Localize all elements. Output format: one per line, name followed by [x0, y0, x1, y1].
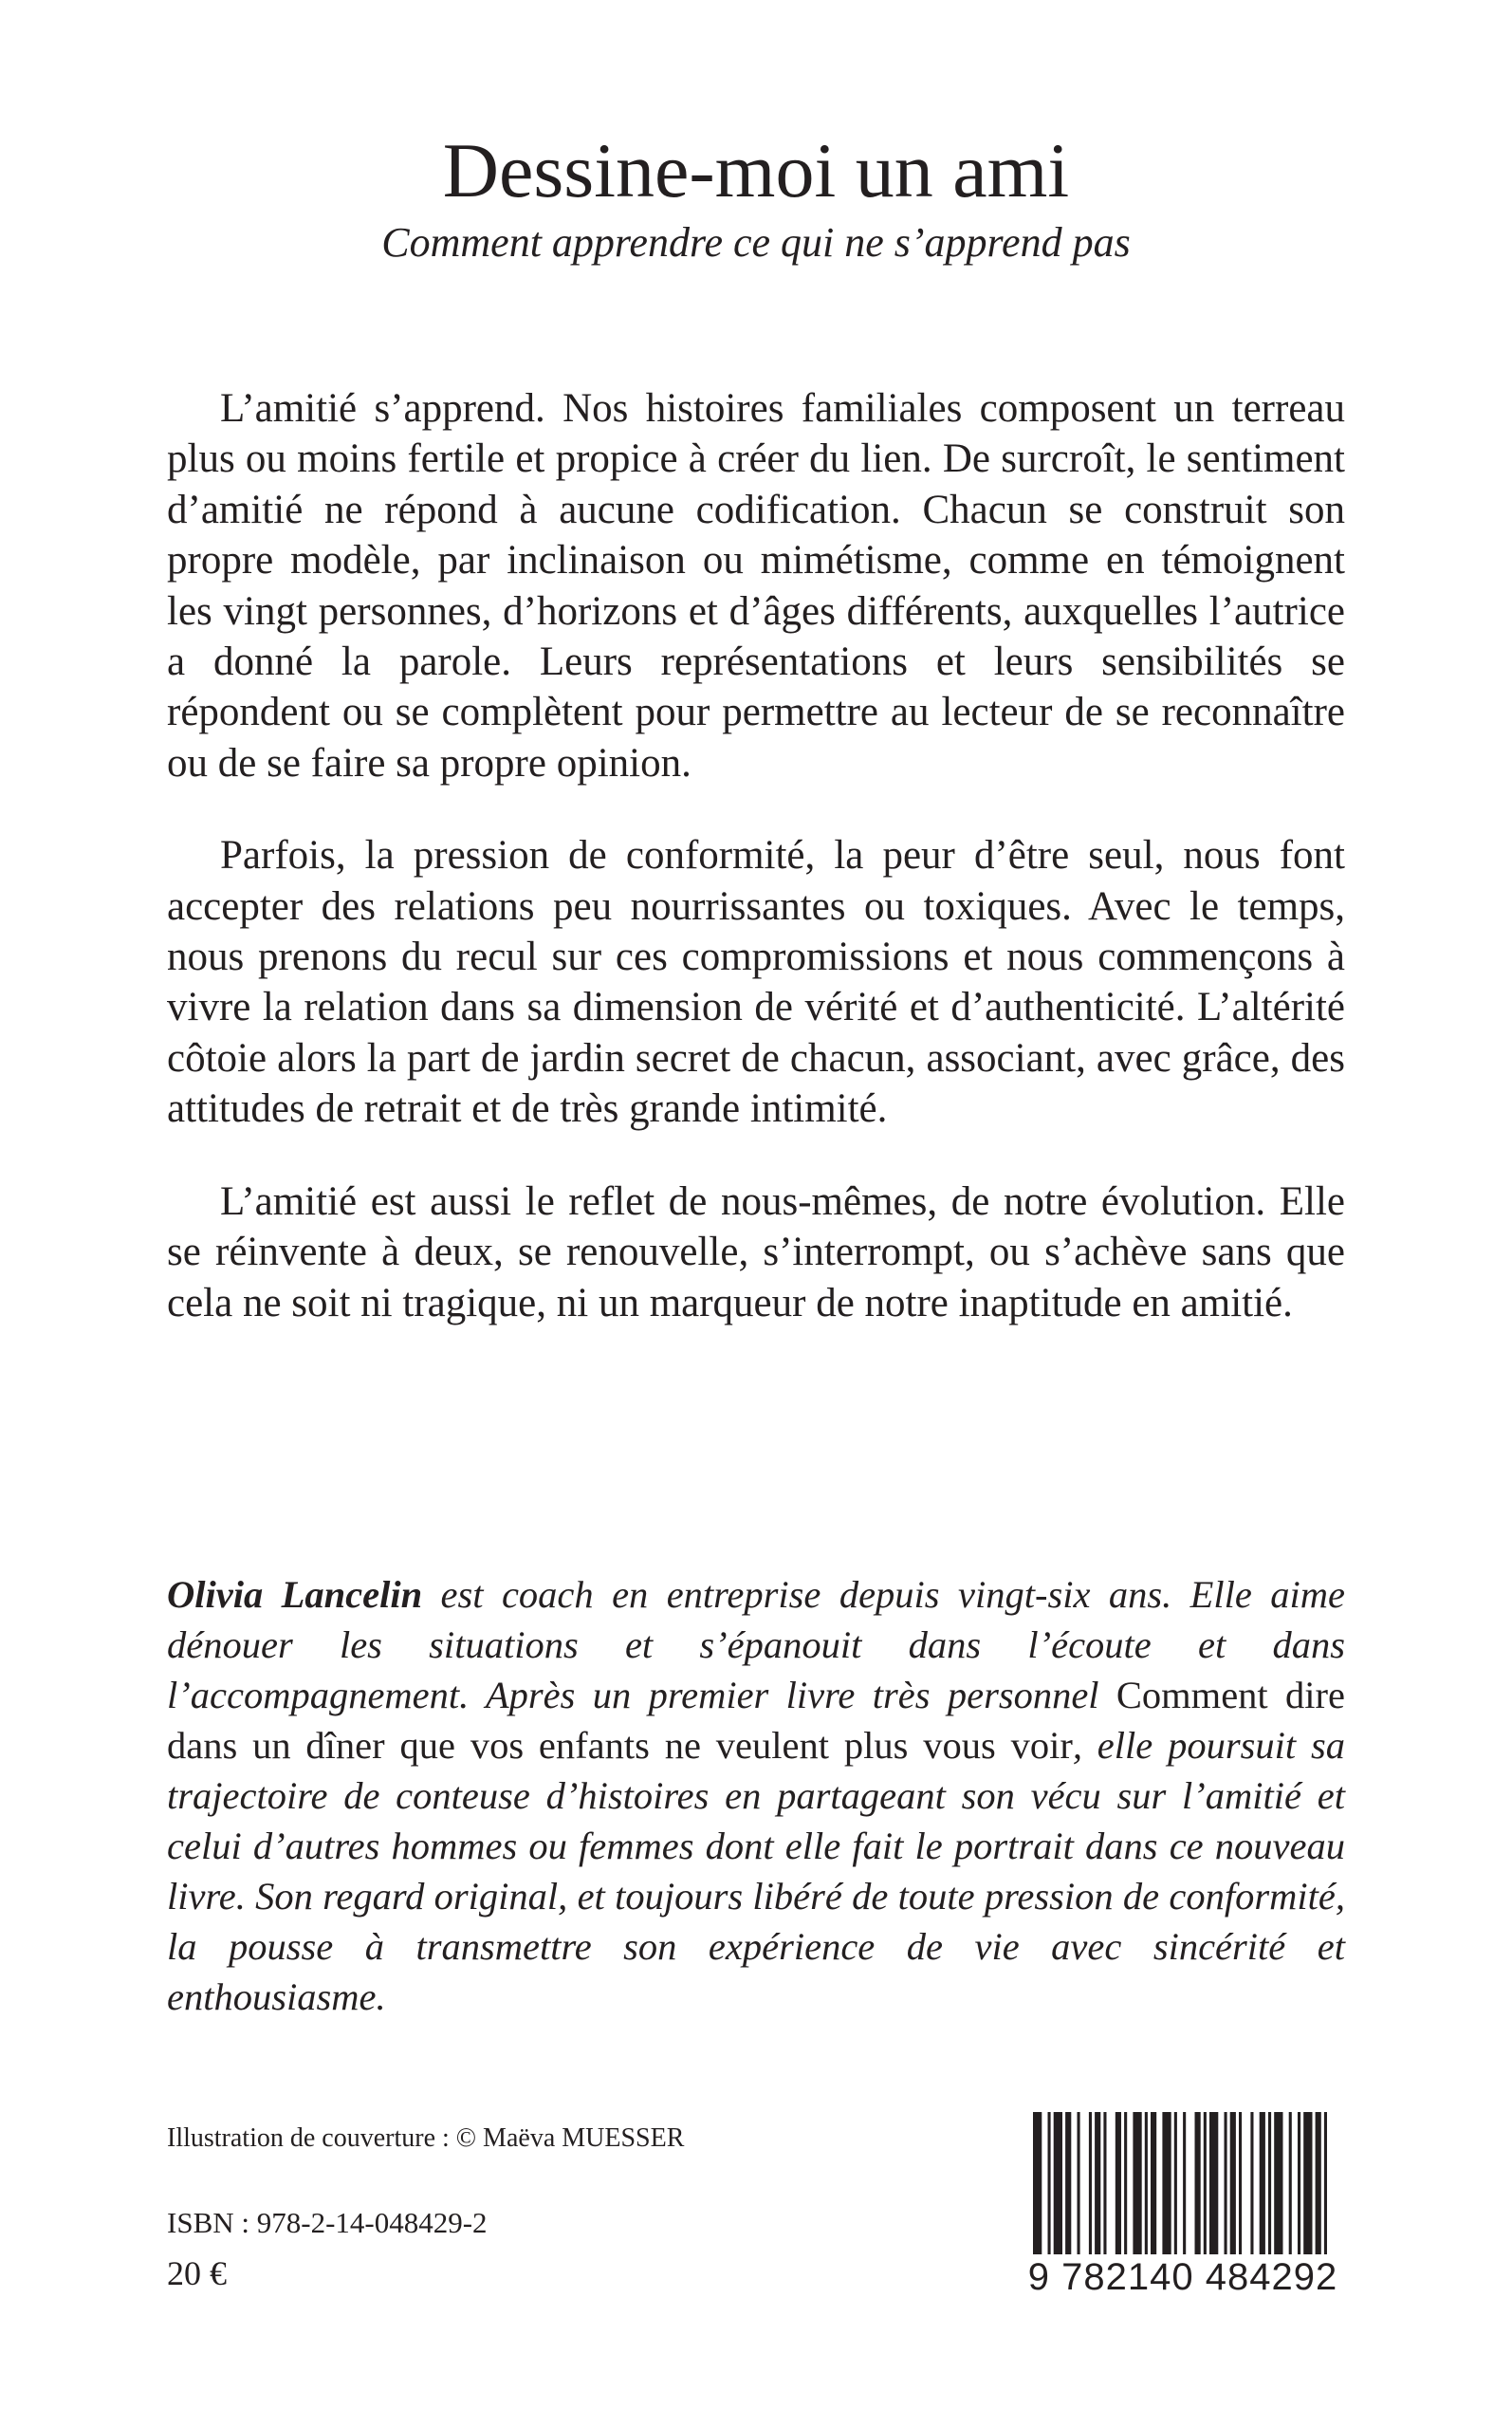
- barcode-bar: [1250, 2112, 1253, 2273]
- barcode-digits: 9 782140 484292: [1020, 2254, 1346, 2300]
- barcode-bar: [1274, 2112, 1282, 2273]
- barcode-bar: [1033, 2112, 1042, 2273]
- barcode-bar: [1209, 2112, 1218, 2273]
- barcode-bar: [1048, 2112, 1051, 2273]
- barcode-bar: [1174, 2112, 1177, 2273]
- barcode-bar: [1054, 2112, 1062, 2273]
- author-bio-text: est coach en entreprise depuis vingt-six ans. Elle aime dénouer les situations et s’épanouit dans l’écoute et dans l’accompagnement. Après un premier livre très personnel: [167, 1573, 1345, 1716]
- barcode-bar: [1065, 2112, 1071, 2273]
- barcode-bar: [1298, 2112, 1300, 2273]
- barcode-bar: [1095, 2112, 1100, 2273]
- book-title: Dessine-moi un ami: [442, 127, 1070, 213]
- barcode-bar: [1316, 2112, 1321, 2273]
- barcode-bar: [1260, 2112, 1265, 2273]
- illustration-credit: Illustration de couverture : © Maëva MUESSER: [167, 2123, 685, 2153]
- barcode-bar: [1225, 2112, 1227, 2273]
- barcode-bar: [1151, 2112, 1156, 2273]
- barcode-bar: [1204, 2112, 1207, 2273]
- summary-paragraph: L’amitié s’apprend. Nos histoires familiales composent un terreau plus ou moins fertile et propice à créer du lien. De surcroît, le sentiment d’amitié ne répond à aucune codification. Chacun se construit son propre modèle, par inclinaison ou mimétisme, comme en témoignent les vingt personnes, d’horizons et d’âges différents, auxquelles l’autrice a donné la parole. Leurs représentations et leurs sensibilités se répondent ou se complètent pour permettre au lecteur de se reconnaître ou de se faire sa propre opinion.: [167, 386, 1345, 786]
- barcode-bar: [1103, 2112, 1106, 2273]
- barcode-bar: [1078, 2112, 1080, 2273]
- author-bio: [167, 1569, 1345, 2022]
- author-bio-text: , elle poursuit sa trajectoire de conteuse d’histoires en partageant son vécu sur l’amitié et celui d’autres hommes ou femmes dont elle fait le portrait dans ce nouveau livre. Son regard original, et toujours libéré de toute pression de conformité, la pousse à transmettre son expérience de vie avec sincérité et enthousiasme.: [167, 1724, 1345, 2018]
- book-subtitle: Comment apprendre ce qui ne s’apprend pas: [381, 219, 1131, 266]
- barcode-bar: [1230, 2112, 1236, 2273]
- barcode-bar: [1145, 2112, 1148, 2273]
- barcode-bar: [1289, 2112, 1292, 2273]
- barcode-bars: [1020, 2112, 1346, 2273]
- barcode-bar: [1268, 2112, 1271, 2273]
- barcode-bar: [1133, 2112, 1141, 2273]
- summary-text: [167, 383, 1345, 1370]
- price: 20 €: [167, 2254, 227, 2292]
- barcode-bar: [1239, 2112, 1242, 2273]
- barcode-bar: [1116, 2112, 1121, 2273]
- summary-paragraph: Parfois, la pression de conformité, la peur d’être seul, nous font accepter des relations peu nourrissantes ou toxiques. Avec le temps, nous prenons du recul sur ces compromissions et nous commençons à vivre la relation dans sa dimension de vérité et d’authenticité. L’altérité côtoie alors la part de jardin secret de chacun, associant, avec grâce, des attitudes de retrait et de très grande intimité.: [167, 833, 1345, 1132]
- previous-book-title: Comment dire dans un dîner que vos enfants ne veulent plus vous voir: [167, 1674, 1345, 1767]
- barcode: [1020, 2112, 1346, 2302]
- summary-paragraph: L’amitié est aussi le reflet de nous-mêmes, de notre évolution. Elle se réinvente à deux, se renouvelle, s’interrompt, ou s’achève sans que cela ne soit ni tragique, ni un marqueur de notre inaptitude en amitié.: [167, 1178, 1345, 1325]
- barcode-bar: [1089, 2112, 1092, 2273]
- barcode-bar: [1124, 2112, 1127, 2273]
- barcode-bar: [1303, 2112, 1312, 2273]
- barcode-bar: [1183, 2112, 1186, 2273]
- author-name: Olivia Lancelin: [167, 1573, 423, 1616]
- isbn: ISBN : 978-2-14-048429-2: [167, 2206, 488, 2239]
- barcode-bar: [1324, 2112, 1327, 2273]
- barcode-bar: [1162, 2112, 1171, 2273]
- barcode-bar: [1195, 2112, 1201, 2273]
